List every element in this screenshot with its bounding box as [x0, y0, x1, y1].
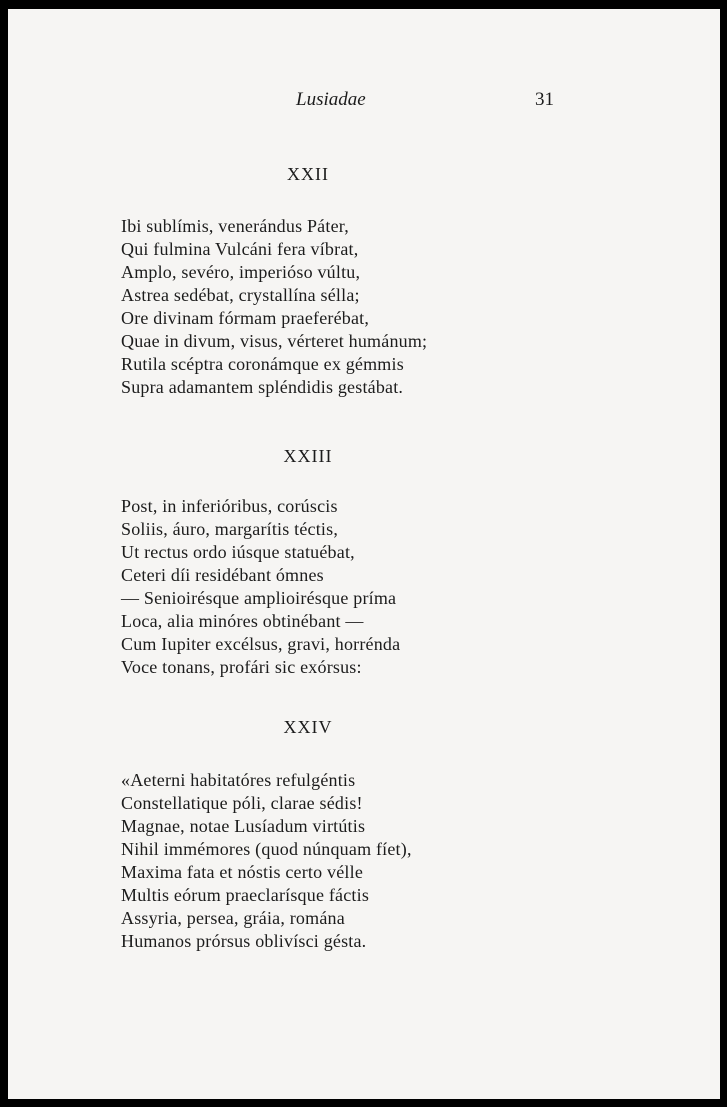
page-number: 31: [535, 89, 554, 110]
running-header-title: Lusiadae: [296, 89, 366, 110]
verse-line: Nihil immémores (quod núnquam fíet),: [121, 839, 412, 859]
verse-line: Amplo, sevéro, imperióso vúltu,: [121, 262, 361, 282]
verse-line: Magnae, notae Lusíadum virtútis: [121, 816, 366, 836]
verse-line: Loca, alia minóres obtinébant —: [121, 611, 364, 631]
verse-line: Soliis, áuro, margarítis téctis,: [121, 519, 339, 539]
verse-line: Assyria, persea, gráia, romána: [121, 908, 345, 928]
verse-line: Cum Iupiter excélsus, gravi, horrénda: [121, 634, 401, 654]
stanza-number-xxiv: XXIV: [283, 717, 333, 737]
verse-line: Constellatique póli, clarae sédis!: [121, 793, 363, 813]
verse-line: Post, in inferióribus, corúscis: [121, 496, 338, 516]
stanza-xxiv: [121, 769, 601, 953]
verse-line: «Aeterni habitatóres refulgéntis: [121, 770, 356, 790]
verse-line: Ore divinam fórmam praeferébat,: [121, 308, 370, 328]
verse-line: Humanos prórsus oblivísci gésta.: [121, 931, 367, 951]
stanza-number-xxiii: XXIII: [283, 446, 333, 466]
verse-line: Rutila scéptra coronámque ex gémmis: [121, 354, 404, 374]
stanza-number-xxii: XXII: [287, 164, 329, 184]
verse-line: Qui fulmina Vulcáni fera víbrat,: [121, 239, 359, 259]
stanza-xxii: [121, 215, 601, 399]
verse-line: Quae in divum, visus, vérteret humánum;: [121, 331, 428, 351]
stanza-xxiii: [121, 495, 601, 679]
verse-line: Voce tonans, profári sic exórsus:: [121, 657, 362, 677]
verse-line: Maxima fata et nóstis certo vélle: [121, 862, 364, 882]
book-page: [8, 9, 720, 1099]
verse-line: Multis eórum praeclarísque fáctis: [121, 885, 370, 905]
verse-line: Ut rectus ordo iúsque statuébat,: [121, 542, 355, 562]
verse-line: Ceteri díi residébant ómnes: [121, 565, 324, 585]
verse-line: Astrea sedébat, crystallína sélla;: [121, 285, 360, 305]
verse-line: Supra adamantem spléndidis gestábat.: [121, 377, 404, 397]
verse-line: Ibi sublímis, venerándus Páter,: [121, 216, 349, 236]
verse-line: — Senioirésque amplioirésque príma: [121, 588, 397, 608]
